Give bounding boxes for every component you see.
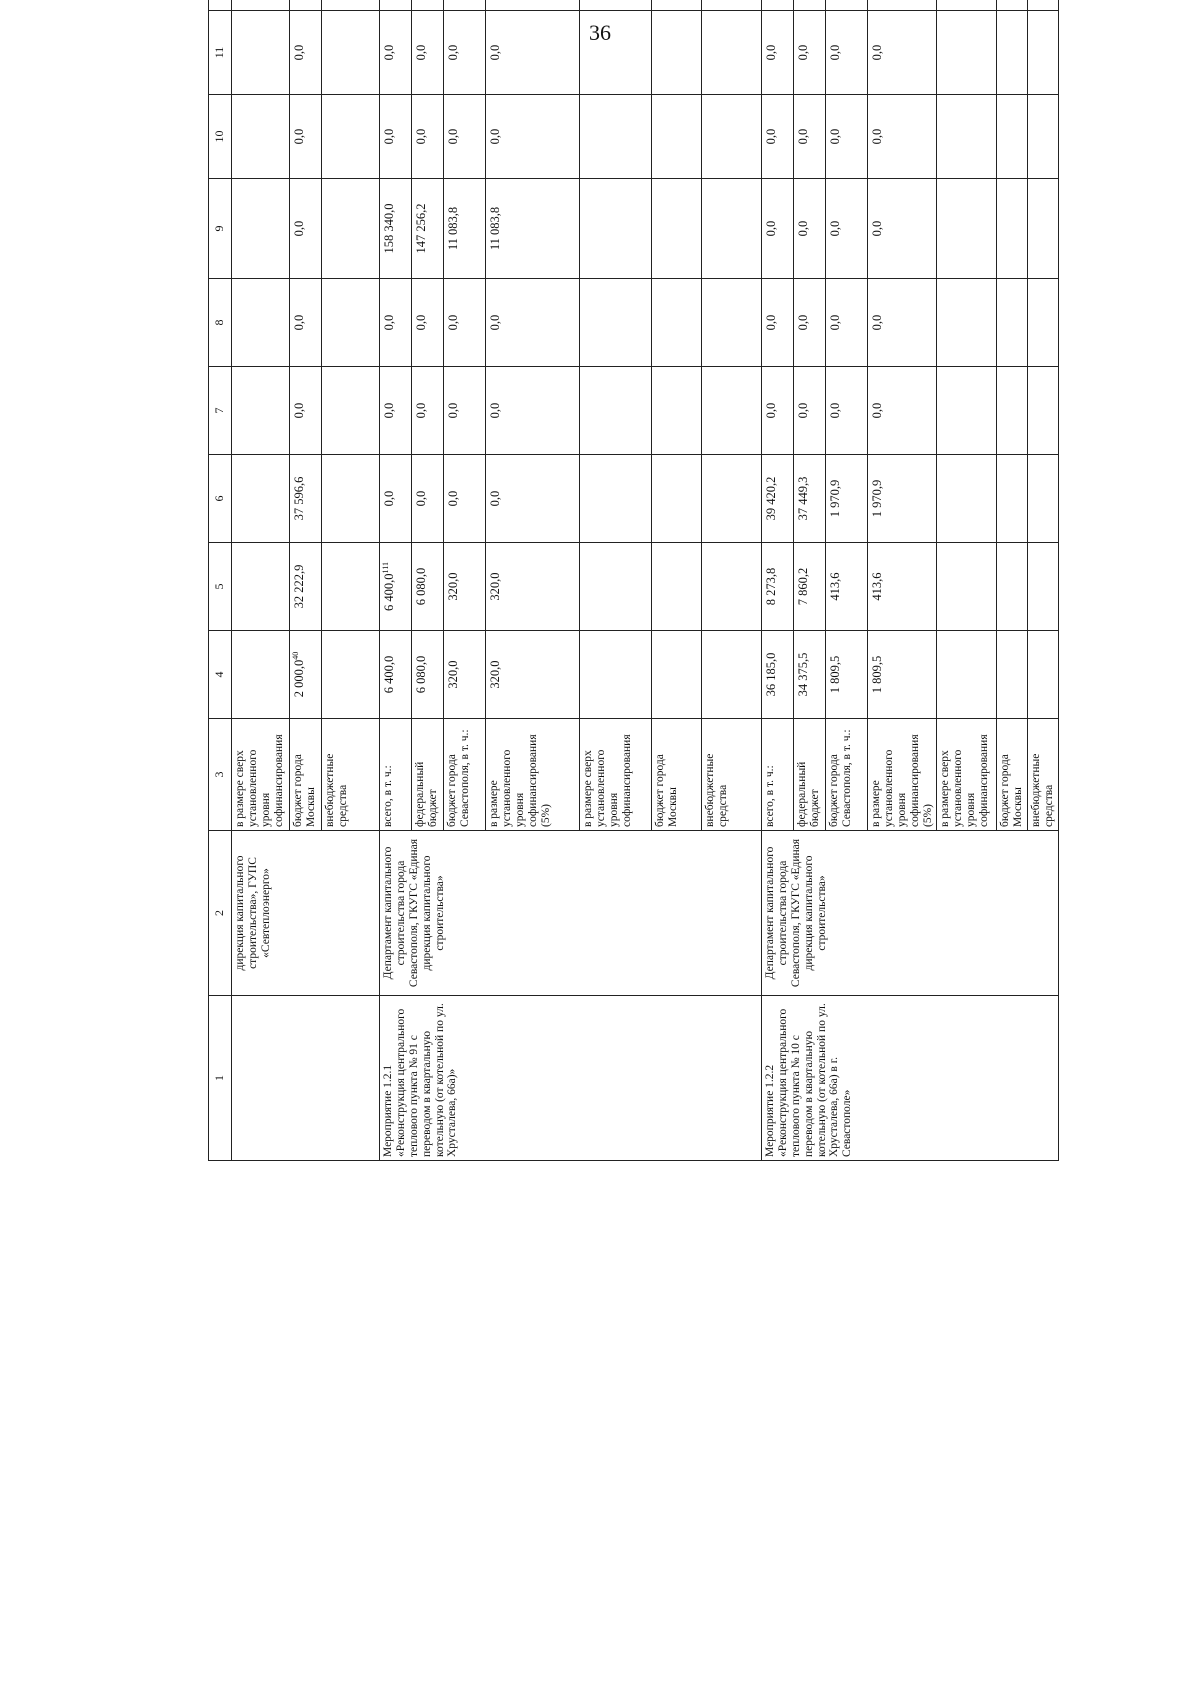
value-text: 158 340,0 [382,203,396,254]
value-cell-col-12 [290,0,322,11]
value-cell-col-8 [868,279,937,367]
value-cell-col-9 [322,179,380,279]
value-cell-col-10 [580,95,652,179]
value-cell-col-9 [380,179,412,279]
value-cell-col-9 [652,179,702,279]
value-cell-col-4 [1028,631,1059,719]
value-cell-col-4 [997,631,1028,719]
value-cell-col-7 [1028,367,1059,455]
value-cell-col-9 [794,179,826,279]
value-text: 34 375,5 [796,652,810,697]
value-cell-col-9 [868,179,937,279]
footnote-marker: 40 [291,651,300,660]
value-cell-col-7 [232,367,290,455]
value-cell-col-7 [652,367,702,455]
value-cell-col-7 [937,367,997,455]
value-cell-col-9 [702,179,762,279]
column-header-11: 11 [209,11,232,95]
block-1-2-1-event-name: Мероприятие 1.2.1 «Реконструкция центрального теплового пункта № 91 с переводом в квартальную котельную (от котельной по ул. Хрусталева, 66а)» [380,996,762,1161]
value-cell-col-7 [997,367,1028,455]
value-cell-col-5 [937,543,997,631]
column-header-10: 10 [209,95,232,179]
value-cell-col-7 [868,367,937,455]
value-text: 0,0 [796,220,810,237]
funding-source-label: внебюджетные средства [1028,719,1059,831]
funding-source-label: бюджет города Москвы [290,719,322,831]
value-text: 0,0 [292,128,306,145]
value-cell-col-6 [1028,455,1059,543]
value-text: 2 000,0 [292,659,307,698]
value-cell-col-5 [322,543,380,631]
value-text: 413,6 [828,572,842,601]
value-text: 6 080,0 [414,655,428,694]
column-header-8: 8 [209,279,232,367]
table-body [209,0,1059,1161]
funding-source-label: федеральный бюджет [794,719,826,831]
value-text: 0,0 [870,314,884,331]
value-text: 0,0 [292,314,306,331]
block-1-2-1-executor: Департамент капитального строительства города Севастополя, ГКУГС «Единая дирекция капитального строительства» [380,831,762,996]
value-text: 413,6 [870,572,884,601]
value-text: 0,0 [382,128,396,145]
block-continued-event-name [232,996,380,1161]
value-text: 0,0 [488,44,502,61]
value-cell-col-5 [868,543,937,631]
value-cell-col-4 [826,631,868,719]
funding-source-label: в размере сверх установленного уровня софинансирования [937,719,997,831]
value-text: 0,0 [446,402,460,419]
value-cell-col-11 [380,11,412,95]
value-cell-col-4 [580,631,652,719]
value-cell-col-6 [937,455,997,543]
value-cell-col-8 [652,279,702,367]
value-cell-col-8 [702,279,762,367]
value-cell-col-5 [580,543,652,631]
column-header-12 [209,0,232,11]
funding-source-label: федеральный бюджет [412,719,444,831]
value-text: 36 185,0 [764,652,778,697]
value-cell-col-6 [826,455,868,543]
value-text: 0,0 [764,220,778,237]
value-text: 0,0 [488,128,502,145]
footnote-marker: 111 [381,562,390,574]
value-text: 0,0 [764,402,778,419]
value-cell-col-12 [1028,0,1059,11]
value-cell-col-11 [762,11,794,95]
value-text: 0,0 [446,314,460,331]
value-cell-col-8 [937,279,997,367]
page-number: 36 [589,20,611,45]
rotated-table-container [208,44,1055,1161]
value-cell-col-4 [290,631,322,719]
value-cell-col-10 [380,95,412,179]
value-cell-col-12 [762,0,794,11]
value-cell-col-11 [290,11,322,95]
value-text: 37 449,3 [796,476,810,521]
value-cell-col-4 [762,631,794,719]
value-cell-col-11 [868,11,937,95]
value-cell-col-9 [486,179,580,279]
value-cell-col-6 [652,455,702,543]
table-header-row [209,0,232,1161]
block-1-2-1-row [380,0,412,1161]
value-text: 0,0 [488,490,502,507]
value-cell-col-7 [412,367,444,455]
value-cell-col-12 [868,0,937,11]
value-text: 0,0 [828,402,842,419]
value-text: 0,0 [870,220,884,237]
value-cell-col-9 [762,179,794,279]
value-text: 0,0 [488,402,502,419]
value-text: 8 273,8 [764,567,778,606]
value-cell-col-10 [486,95,580,179]
value-cell-col-8 [322,279,380,367]
value-text: 0,0 [382,44,396,61]
value-cell-col-9 [997,179,1028,279]
value-cell-col-10 [412,95,444,179]
value-cell-col-4 [486,631,580,719]
value-cell-col-8 [380,279,412,367]
value-cell-col-6 [580,455,652,543]
block-continued-row [232,0,290,1161]
value-cell-col-10 [232,95,290,179]
value-text: 0,0 [764,314,778,331]
value-text: 0,0 [446,490,460,507]
value-cell-col-9 [290,179,322,279]
funding-source-label: бюджет города Севастополя, в т. ч.: [444,719,486,831]
value-cell-col-5 [652,543,702,631]
value-text: 0,0 [446,44,460,61]
value-text: 11 083,8 [446,206,460,251]
value-text: 11 083,8 [488,206,502,251]
value-cell-col-10 [1028,95,1059,179]
value-cell-col-4 [412,631,444,719]
value-cell-col-5 [762,543,794,631]
value-text: 147 256,2 [414,203,428,254]
value-cell-col-6 [322,455,380,543]
column-header-7: 7 [209,367,232,455]
funding-source-label: бюджет города Севастополя, в т. ч.: [826,719,868,831]
value-text: 0,0 [414,314,428,331]
value-cell-col-11 [486,11,580,95]
value-cell-col-12 [444,0,486,11]
funding-source-label: внебюджетные средства [702,719,762,831]
value-text: 1 970,9 [870,479,884,518]
value-text: 0,0 [292,402,306,419]
value-cell-col-12 [412,0,444,11]
value-cell-col-5 [486,543,580,631]
value-cell-col-11 [232,11,290,95]
value-cell-col-5 [380,543,412,631]
value-cell-col-5 [290,543,322,631]
value-text: 6 400,0 [382,573,397,611]
value-cell-col-12 [232,0,290,11]
value-text: 0,0 [796,44,810,61]
value-text: 37 596,6 [292,476,306,521]
value-text: 320,0 [446,660,460,689]
value-cell-col-11 [412,11,444,95]
value-cell-col-4 [652,631,702,719]
value-cell-col-4 [937,631,997,719]
value-cell-col-8 [412,279,444,367]
value-text: 320,0 [446,572,460,601]
value-cell-col-10 [937,95,997,179]
value-cell-col-11 [702,11,762,95]
value-cell-col-6 [486,455,580,543]
value-cell-col-7 [290,367,322,455]
value-cell-col-5 [997,543,1028,631]
value-cell-col-8 [580,279,652,367]
value-text: 7 860,2 [796,567,810,606]
value-cell-col-5 [794,543,826,631]
value-text: 0,0 [870,44,884,61]
block-continued-executor: дирекция капитального строительства», ГУПС «Севтеплоэнерго» [232,831,380,996]
value-cell-col-4 [322,631,380,719]
column-header-3: 3 [209,719,232,831]
value-text: 0,0 [828,128,842,145]
value-text: 1 970,9 [828,479,842,518]
value-cell-col-7 [580,367,652,455]
value-text: 6 400,0 [382,655,396,694]
value-cell-col-10 [997,95,1028,179]
value-text: 1 809,5 [870,655,884,694]
value-cell-col-7 [702,367,762,455]
value-cell-col-6 [868,455,937,543]
value-text: 0,0 [796,128,810,145]
column-header-1: 1 [209,996,232,1161]
value-cell-col-12 [580,0,652,11]
value-cell-col-5 [444,543,486,631]
value-cell-col-12 [997,0,1028,11]
funding-source-label: всего, в т. ч.: [380,719,412,831]
value-cell-col-10 [444,95,486,179]
value-text: 0,0 [382,490,396,507]
value-cell-col-8 [794,279,826,367]
value-cell-col-9 [444,179,486,279]
value-cell-col-12 [937,0,997,11]
value-text: 0,0 [414,44,428,61]
value-cell-col-5 [412,543,444,631]
value-cell-col-6 [232,455,290,543]
value-cell-col-8 [762,279,794,367]
value-text: 0,0 [828,220,842,237]
value-cell-col-7 [380,367,412,455]
column-header-6: 6 [209,455,232,543]
block-1-2-2-event-name: Мероприятие 1.2.2 «Реконструкция центрального теплового пункта № 10 с переводом в квартальную котельную (от котельной по ул. Хрусталева, 66а) в г. Севастополе» [762,996,1059,1161]
value-cell-col-11 [794,11,826,95]
value-text: 39 420,2 [764,476,778,521]
value-text: 6 080,0 [414,567,428,606]
funding-source-label: бюджет города Москвы [997,719,1028,831]
value-cell-col-10 [652,95,702,179]
value-cell-col-6 [380,455,412,543]
value-cell-col-11 [444,11,486,95]
value-cell-col-12 [322,0,380,11]
value-text: 0,0 [414,402,428,419]
value-cell-col-12 [702,0,762,11]
value-cell-col-4 [868,631,937,719]
value-cell-col-12 [486,0,580,11]
funding-source-label: в размере сверх установленного уровня софинансирования [232,719,290,831]
value-text: 0,0 [796,402,810,419]
value-cell-col-6 [290,455,322,543]
funding-source-label: в размере установленного уровня софинансирования (5%) [486,719,580,831]
value-text: 0,0 [488,314,502,331]
value-cell-col-5 [1028,543,1059,631]
value-cell-col-4 [232,631,290,719]
value-text: 0,0 [292,220,306,237]
value-text: 320,0 [488,572,502,601]
value-text: 0,0 [382,402,396,419]
value-cell-col-11 [1028,11,1059,95]
value-cell-col-4 [794,631,826,719]
value-text: 0,0 [414,490,428,507]
funding-source-label: всего, в т. ч.: [762,719,794,831]
value-cell-col-5 [702,543,762,631]
value-cell-col-9 [580,179,652,279]
funding-source-label: внебюджетные средства [322,719,380,831]
value-cell-col-6 [412,455,444,543]
value-cell-col-5 [232,543,290,631]
value-cell-col-7 [486,367,580,455]
block-1-2-2-executor: Департамент капитального строительства города Севастополя, ГКУГС «Единая дирекция капитального строительства» [762,831,1059,996]
value-cell-col-7 [444,367,486,455]
value-text: 0,0 [828,44,842,61]
value-cell-col-10 [794,95,826,179]
value-cell-col-10 [868,95,937,179]
value-cell-col-12 [652,0,702,11]
value-cell-col-11 [826,11,868,95]
value-cell-col-7 [794,367,826,455]
column-header-5: 5 [209,543,232,631]
value-cell-col-7 [322,367,380,455]
value-text: 0,0 [414,128,428,145]
value-cell-col-8 [232,279,290,367]
value-cell-col-10 [826,95,868,179]
value-cell-col-12 [794,0,826,11]
funding-source-label: бюджет города Москвы [652,719,702,831]
block-1-2-2-row [762,0,794,1161]
value-text: 0,0 [764,128,778,145]
value-text: 0,0 [870,402,884,419]
value-cell-col-11 [652,11,702,95]
value-cell-col-10 [290,95,322,179]
value-cell-col-12 [826,0,868,11]
value-text: 0,0 [292,44,306,61]
value-cell-col-5 [826,543,868,631]
value-text: 0,0 [796,314,810,331]
value-cell-col-10 [322,95,380,179]
value-cell-col-4 [444,631,486,719]
value-cell-col-9 [1028,179,1059,279]
value-cell-col-8 [444,279,486,367]
value-cell-col-10 [702,95,762,179]
funding-source-label: в размере сверх установленного уровня софинансирования [580,719,652,831]
value-cell-col-8 [826,279,868,367]
value-cell-col-6 [444,455,486,543]
value-text: 320,0 [488,660,502,689]
value-text: 0,0 [870,128,884,145]
value-text: 32 222,9 [292,564,306,609]
value-cell-col-7 [762,367,794,455]
value-text: 0,0 [764,44,778,61]
value-cell-col-9 [412,179,444,279]
value-cell-col-9 [826,179,868,279]
value-cell-col-11 [997,11,1028,95]
value-cell-col-8 [997,279,1028,367]
value-cell-col-4 [380,631,412,719]
value-cell-col-11 [322,11,380,95]
value-cell-col-11 [937,11,997,95]
budget-table [208,0,1059,1161]
value-cell-col-6 [997,455,1028,543]
value-text: 0,0 [382,314,396,331]
column-header-4: 4 [209,631,232,719]
column-header-9: 9 [209,179,232,279]
value-cell-col-6 [762,455,794,543]
funding-source-label: в размере установленного уровня софинансирования (5%) [868,719,937,831]
column-header-2: 2 [209,831,232,996]
value-cell-col-11 [580,11,652,95]
value-cell-col-6 [794,455,826,543]
value-cell-col-8 [1028,279,1059,367]
value-cell-col-10 [762,95,794,179]
value-cell-col-4 [702,631,762,719]
value-text: 0,0 [828,314,842,331]
value-cell-col-9 [937,179,997,279]
value-cell-col-8 [290,279,322,367]
value-text: 0,0 [446,128,460,145]
value-text: 1 809,5 [828,655,842,694]
value-cell-col-9 [232,179,290,279]
value-cell-col-12 [380,0,412,11]
value-cell-col-6 [702,455,762,543]
value-cell-col-7 [826,367,868,455]
value-cell-col-8 [486,279,580,367]
